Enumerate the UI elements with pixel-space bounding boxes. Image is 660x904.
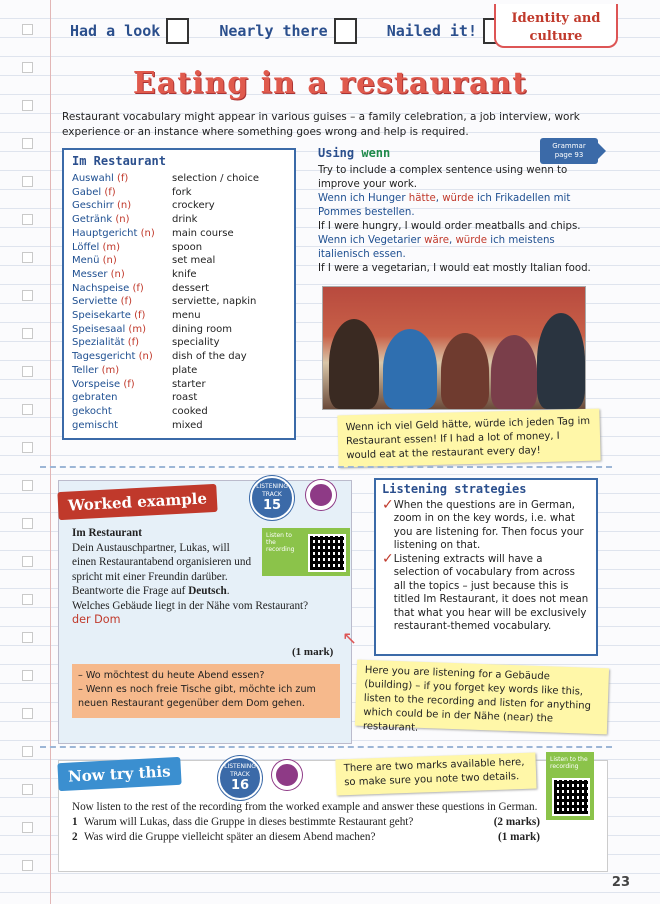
vocab-german: gemischt	[72, 419, 118, 431]
vocab-german: Auswahl	[72, 173, 114, 184]
wenn-translation-1: If I were hungry, I would order meatballs and chips.	[318, 221, 581, 232]
vocab-english: main course	[172, 227, 234, 239]
vocab-gender: (n)	[115, 214, 130, 226]
vocab-german-cell	[72, 199, 172, 213]
badge-number: 15	[262, 498, 282, 513]
strategies-heading: Listening strategies	[382, 482, 527, 496]
text-span: ,	[448, 235, 456, 246]
checkbox-nearly-there[interactable]	[334, 18, 357, 44]
vocab-german: Speisesaal	[72, 323, 126, 335]
vocab-german-cell	[72, 309, 172, 323]
vocab-gender: (n)	[102, 255, 117, 267]
binder-hole	[22, 176, 33, 187]
vocab-german-cell	[72, 323, 172, 337]
worked-mark: (1 mark)	[292, 646, 334, 658]
vocab-german: Nachspeise	[72, 282, 130, 294]
text-span: würde	[455, 235, 487, 246]
vocab-gender: (n)	[110, 268, 125, 280]
vocab-german-cell	[72, 172, 172, 186]
text-span: Deutsch	[188, 585, 227, 597]
binder-hole	[22, 214, 33, 225]
vocab-gender: (m)	[128, 323, 146, 335]
worked-body: Dein Austauschpartner, Lukas, will einen Restaurantabend organisieren und spricht mit einer Freundin darüber.	[72, 541, 252, 583]
vocab-gender: (f)	[127, 337, 140, 349]
margin-line	[50, 0, 51, 904]
vocab-german-cell	[72, 350, 172, 364]
wenn-example-2	[318, 234, 608, 262]
progress-nearly-there	[219, 18, 356, 44]
photo-person	[329, 319, 379, 409]
vocab-german-cell	[72, 405, 172, 419]
wenn-heading-word: wenn	[361, 146, 391, 160]
vocab-gender: (f)	[104, 186, 116, 198]
vocab-gender: (f)	[134, 310, 146, 322]
progress-nailed-it	[387, 18, 506, 44]
binder-hole	[22, 670, 33, 681]
worked-instruction	[72, 584, 322, 599]
vocab-english: drink	[172, 214, 198, 226]
vocab-german: gekocht	[72, 405, 112, 417]
worked-question: Welches Gebäude liegt in der Nähe vom Restaurant?	[72, 599, 309, 612]
strategy-item	[382, 550, 590, 634]
question-text: Was wird die Gruppe vielleicht später an diesem Abend machen?	[84, 831, 376, 843]
section-divider	[40, 466, 612, 468]
binder-hole	[22, 24, 33, 35]
vocab-english: mixed	[172, 419, 203, 431]
wenn-heading	[318, 146, 608, 160]
using-wenn-section	[318, 146, 608, 276]
badge-track: TRACK	[262, 491, 282, 498]
binder-hole	[22, 632, 33, 643]
binder-hole	[22, 480, 33, 491]
worked-example-text	[72, 526, 322, 628]
topic-tag	[494, 4, 618, 48]
progress-label: Had a look	[70, 22, 161, 40]
strategy-text: When the questions are in German, zoom in on the key words, i.e. what you are listening for. Then focus your listening on that.	[393, 499, 584, 551]
strategy-text: Listening extracts will have a selection of vocabulary from across all the topics – just because this is titled Im Restaurant, it does not mean that what you hear will be exclusively restaurant-themed vocabulary.	[393, 553, 589, 632]
question-text: Warum will Lukas, dass die Gruppe in dieses bestimmte Restaurant geht?	[84, 816, 414, 828]
binder-hole	[22, 556, 33, 567]
restaurant-photo	[322, 286, 586, 410]
question-mark: (2 marks)	[493, 816, 540, 828]
check-icon: ✓	[382, 496, 394, 513]
vocab-english: dining room	[172, 323, 232, 335]
vocab-german: gebraten	[72, 392, 118, 404]
audio-disc-icon	[306, 480, 336, 510]
text-span: Wenn ich Vegetarier	[318, 235, 425, 246]
intro-text: Restaurant vocabulary might appear in various guises – a family celebration, a job interview, work experience or an instance where something goes wrong and help is required.	[62, 111, 580, 138]
question-row	[72, 815, 540, 830]
binder-hole	[22, 252, 33, 263]
text-span: Wenn ich Hunger	[318, 193, 409, 204]
transcript-box	[72, 664, 340, 718]
question-row	[72, 830, 540, 845]
vocab-german-cell	[72, 241, 172, 255]
vocab-english: selection / choice	[172, 173, 260, 184]
vocab-row	[72, 323, 286, 337]
vocab-row	[72, 378, 286, 392]
topic-tag-line: Identity and	[511, 11, 601, 26]
question-number: 1	[72, 816, 78, 828]
vocab-english: spoon	[172, 241, 203, 253]
wenn-heading-pre: Using	[318, 146, 362, 160]
qr-label: Listen to the recording	[266, 532, 295, 553]
badge-label: LISTENING	[256, 483, 288, 490]
question-mark: (1 mark)	[498, 831, 540, 843]
vocab-german: Serviette	[72, 296, 118, 308]
badge-label: LISTENING	[224, 763, 256, 770]
vocab-english: plate	[172, 364, 198, 376]
vocab-row	[72, 186, 286, 200]
progress-label: Nearly there	[219, 22, 328, 40]
vocab-row	[72, 405, 286, 419]
vocab-gender: (m)	[101, 364, 120, 376]
vocab-row	[72, 364, 286, 378]
now-instruction: Now listen to the rest of the recording from the worked example and answer these questions in German.	[72, 801, 538, 813]
strategy-item	[382, 496, 590, 553]
vocab-gender: (f)	[120, 296, 132, 308]
binder-hole	[22, 784, 33, 795]
vocab-english: set meal	[172, 255, 216, 267]
badge-number: 16	[230, 778, 250, 793]
worked-heading: Im Restaurant	[72, 527, 142, 539]
vocab-german-cell	[72, 213, 172, 227]
vocab-row	[72, 268, 286, 282]
photo-person	[491, 335, 537, 409]
transcript-line: – Wenn es noch freie Tische gibt, möchte ich zum neuen Restaurant gegenüber dem Dom gehen.	[78, 684, 316, 709]
transcript-line: – Wo möchtest du heute Abend essen?	[78, 670, 265, 681]
vocab-english: crockery	[172, 200, 215, 212]
wenn-example-1	[318, 192, 608, 220]
vocab-gender: (n)	[140, 227, 155, 239]
vocab-list	[72, 172, 286, 432]
vocab-gender: (n)	[116, 200, 132, 212]
checkbox-had-a-look[interactable]	[166, 18, 189, 44]
vocab-german: Gabel	[72, 186, 102, 198]
qr-label: Listen to the recording	[550, 756, 588, 770]
vocab-row	[72, 391, 286, 405]
vocab-german-cell	[72, 227, 172, 241]
vocab-english: dessert	[172, 282, 210, 294]
vocab-row	[72, 199, 286, 213]
grammar-tab-line: page 93	[554, 151, 584, 159]
binder-hole	[22, 442, 33, 453]
vocab-german-cell	[72, 186, 172, 200]
vocab-german: Vorspeise	[72, 378, 121, 390]
text-span: ,	[435, 193, 443, 204]
vocab-english: serviette, napkin	[172, 296, 257, 308]
binder-hole	[22, 594, 33, 605]
vocab-german-cell	[72, 282, 172, 296]
progress-had-a-look	[70, 18, 189, 44]
progress-label: Nailed it!	[386, 22, 477, 40]
vocab-gender: (f)	[123, 378, 135, 390]
vocab-row	[72, 295, 286, 309]
vocab-row	[72, 213, 286, 227]
vocab-german: Spezialität	[72, 337, 125, 349]
vocab-english: cooked	[172, 405, 208, 417]
binder-hole	[22, 708, 33, 719]
listening-track-badge	[218, 756, 262, 800]
wenn-intro: Try to include a complex sentence using wenn to improve your work.	[318, 165, 568, 190]
question-number: 2	[72, 831, 78, 843]
vocab-german: Menü	[72, 255, 100, 267]
text-span: ich meistens italienisch essen.	[318, 235, 555, 260]
binder-hole	[22, 100, 33, 111]
vocab-heading: Im Restaurant	[72, 154, 166, 168]
vocab-german-cell	[72, 254, 172, 268]
badge-track: TRACK	[230, 771, 250, 778]
photo-person	[537, 313, 585, 409]
listening-track-badge	[250, 476, 294, 520]
qr-code-icon[interactable]	[552, 778, 590, 816]
section-divider	[40, 746, 612, 748]
vocab-english: speciality	[172, 337, 220, 349]
vocab-german: Geschirr	[72, 200, 114, 212]
page-title: Eating in a restaurant	[132, 66, 528, 101]
check-icon: ✓	[382, 550, 394, 567]
binder-hole	[22, 404, 33, 415]
binder-hole	[22, 746, 33, 757]
vocab-row	[72, 419, 286, 433]
vocab-german: Löffel	[72, 241, 100, 253]
text-span: Beantworte die Frage auf	[72, 585, 189, 597]
vocab-row	[72, 350, 286, 364]
vocab-german: Speisekarte	[72, 310, 131, 322]
vocab-english: starter	[172, 378, 206, 390]
worked-answer: der Dom	[72, 613, 121, 626]
now-try-this-title: Now try this	[57, 757, 181, 791]
arrow-icon: ↖	[342, 628, 358, 649]
qr-code-panel[interactable]	[546, 752, 594, 820]
worked-example-title: Worked example	[57, 484, 217, 520]
vocab-row	[72, 172, 286, 186]
vocab-german-cell	[72, 336, 172, 350]
wenn-translation-2: If I were a vegetarian, I would eat mostly Italian food.	[318, 263, 591, 274]
listening-strategies-box	[374, 478, 598, 656]
vocab-german-cell	[72, 391, 172, 405]
vocab-english: fork	[172, 186, 192, 198]
vocab-german: Messer	[72, 268, 108, 280]
page-number: 23	[611, 875, 630, 890]
vocab-german-cell	[72, 295, 172, 309]
vocab-row	[72, 309, 286, 323]
binder-hole	[22, 328, 33, 339]
vocab-gender: (n)	[138, 351, 153, 363]
vocab-german-cell	[72, 378, 172, 392]
vocab-english: menu	[172, 310, 201, 322]
vocab-english: dish of the day	[172, 351, 247, 363]
vocab-row	[72, 336, 286, 350]
vocab-box	[62, 148, 296, 440]
photo-person	[383, 329, 437, 409]
text-span: hätte	[408, 193, 436, 204]
vocab-row	[72, 227, 286, 241]
binder-hole	[22, 822, 33, 833]
vocab-german-cell	[72, 419, 172, 433]
marks-note: There are two marks available here, so make sure you note two details.	[335, 753, 536, 796]
vocab-english: knife	[172, 268, 197, 280]
vocab-gender: (f)	[117, 173, 129, 184]
vocab-row	[72, 254, 286, 268]
vocab-german-cell	[72, 364, 172, 378]
progress-checklist	[70, 18, 506, 44]
vocab-row	[72, 241, 286, 255]
photo-person	[441, 333, 489, 409]
vocab-german-cell	[72, 268, 172, 282]
binder-hole	[22, 518, 33, 529]
topic-tag-line: culture	[529, 29, 583, 44]
vocab-english: roast	[172, 392, 198, 404]
binder-hole	[22, 138, 33, 149]
vocab-german: Hauptgericht	[72, 227, 138, 239]
text-span: .	[226, 585, 230, 597]
text-span: würde	[442, 193, 474, 204]
photo-caption-note: Wenn ich viel Geld hätte, würde ich jeden Tag im Restaurant essen! If I had a lot of money, I would eat at the restaurant every day!	[337, 409, 600, 468]
binder-hole	[22, 290, 33, 301]
vocab-gender: (f)	[132, 282, 144, 294]
audio-disc-icon	[272, 760, 302, 790]
vocab-german: Tagesgericht	[72, 351, 136, 363]
grammar-tab-line: Grammar	[552, 142, 586, 150]
vocab-row	[72, 282, 286, 296]
vocab-german: Teller	[72, 364, 99, 376]
text-span: ich Frikadellen mit Pommes bestellen.	[318, 193, 571, 218]
text-span: wäre	[424, 235, 449, 246]
vocab-gender: (m)	[102, 241, 121, 253]
now-try-this-text	[72, 800, 540, 845]
binder-hole	[22, 366, 33, 377]
binder-hole	[22, 860, 33, 871]
vocab-german: Getränk	[72, 214, 113, 226]
tip-note: Here you are listening for a Gebäude (building) – if you forget key words like this, listen to the recording and listen for anything which could be in der Nähe (near) the restaurant.	[355, 660, 609, 735]
